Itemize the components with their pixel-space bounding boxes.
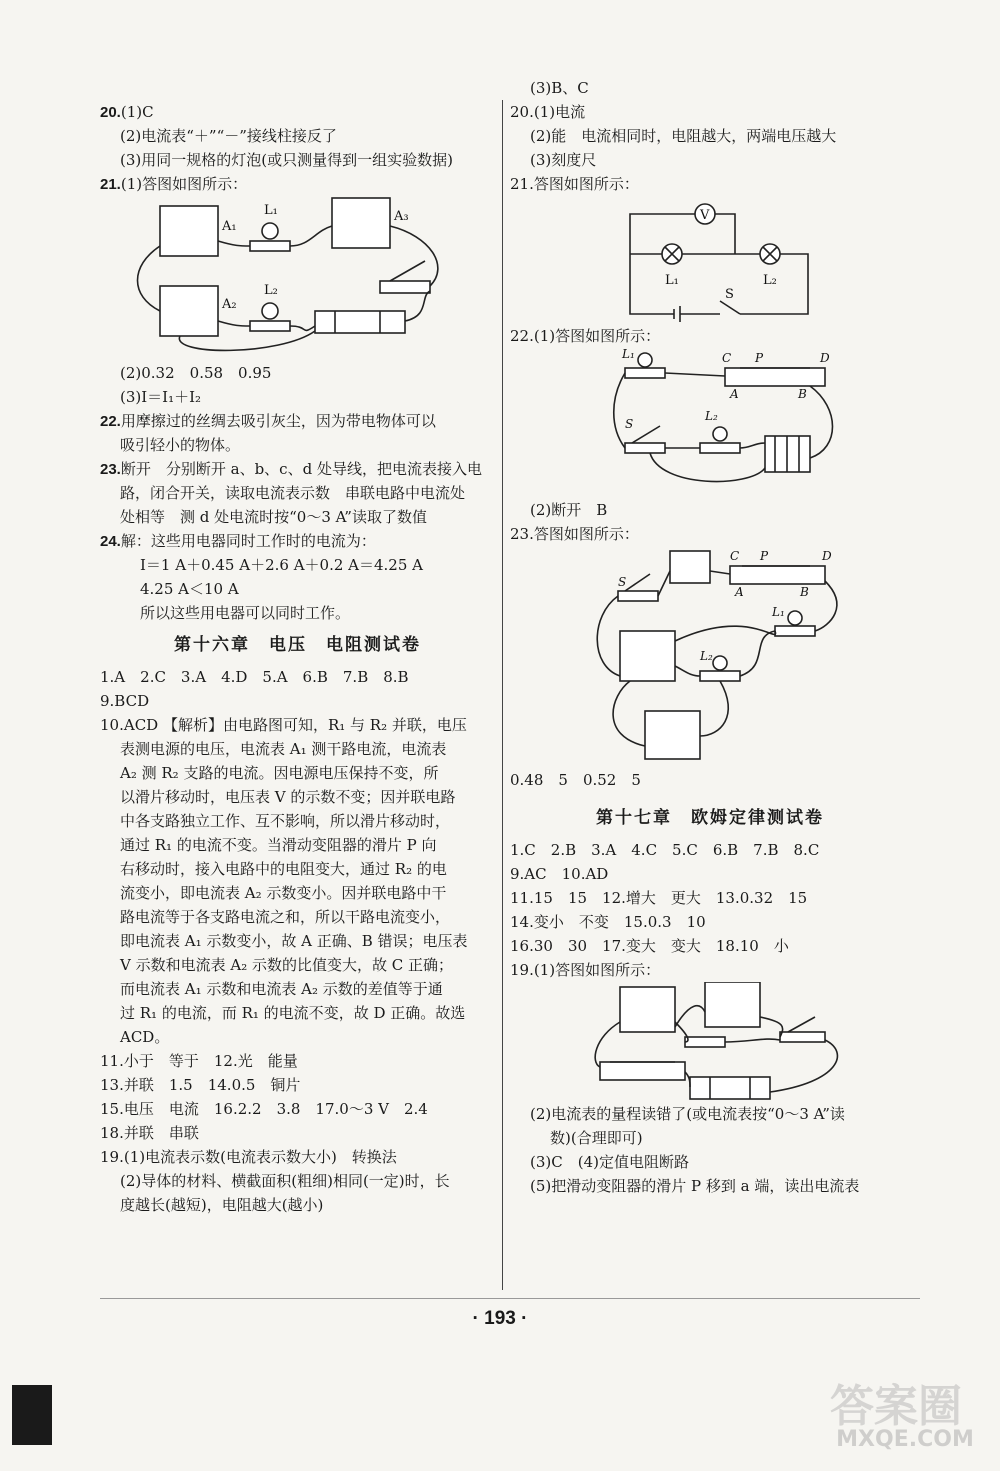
r-q20-line-a: 20.(1)电流: [510, 103, 586, 121]
q21-label-a3: A₃: [394, 209, 409, 224]
r-q22-label-d: D: [820, 351, 830, 365]
q10-line-9: 即电流表 A₁ 示数变小，故 A 正确、B 错误；电压表: [120, 932, 468, 950]
r-q22-circuit-svg: [510, 348, 910, 498]
r-q23-values: 0.48 5 0.52 5: [510, 771, 641, 789]
q10-line-7: 流变小，即电流表 A₂ 示数变小。因并联电路中干: [120, 884, 447, 902]
r-q22-circuit-figure: [510, 348, 910, 498]
r-q22-label-s: S: [625, 417, 634, 431]
r-q22-label-c: C: [722, 351, 732, 365]
q22-line-a: 22.用摩擦过的丝绸去吸引灰尘，因为带电物体可以: [100, 412, 436, 430]
column-divider: [502, 100, 503, 1290]
r-q23-circuit-svg: [510, 546, 910, 764]
q23-line-b: 路，闭合开关，读取电流表示数 串联电路中电流处: [120, 484, 466, 502]
q24-line-b: I＝1 A＋0.45 A＋2.6 A＋0.2 A＝4.25 A: [140, 556, 423, 574]
q10-line-11: 而电流表 A₁ 示数和电流表 A₂ 示数的差值等于通: [120, 980, 443, 998]
ch17-row4: 14.变小 不变 15.0.3 10: [510, 913, 706, 931]
ch17-row1: 1.C 2.B 3.A 4.C 5.C 6.B 7.B 8.C: [510, 841, 820, 859]
watermark-en: MXQE.COM: [836, 1427, 974, 1452]
q24-line-c: 4.25 A＜10 A: [140, 580, 239, 598]
ch17-row6: 19.(1)答图如图所示：: [510, 961, 661, 979]
r-q20-line-b: (2)能 电流相同时，电阻越大，两端电压越大: [530, 127, 837, 145]
r-q23-label-d: D: [822, 549, 832, 563]
q21-line-c: (3)I＝I₁＋I₂: [120, 388, 202, 406]
q21-circuit-figure: [100, 196, 495, 361]
chapter16-title: 第十六章 电压 电阻测试卷: [174, 635, 421, 655]
ch17-row8: 数)(合理即可): [550, 1129, 643, 1147]
r-q23-label-s: S: [618, 575, 627, 589]
r-q22-line-a: 22.(1)答图如图所示：: [510, 327, 661, 345]
q11-line: 11.小于 等于 12.光 能量: [100, 1052, 298, 1070]
q10-line-12: 过 R₁ 的电流，而 R₁ 的电流不变，故 D 正确。故选: [120, 1004, 466, 1022]
q24-line-d: 所以这些用电器可以同时工作。: [140, 604, 351, 622]
ammeter-a2: [160, 286, 218, 336]
r-top-line: (3)B、C: [530, 79, 589, 97]
r-q23-circuit-figure: [510, 546, 910, 764]
q10-line-5: 通过 R₁ 的电流不变。当滑动变阻器的滑片 P 向: [120, 836, 437, 854]
q10-line-13: ACD。: [120, 1028, 170, 1046]
q19-line-a: 19.(1)电流表示数(电流表示数大小) 转换法: [100, 1148, 397, 1166]
q20-line-c: (3)用同一规格的灯泡(或只测量得到一组实验数据): [120, 151, 453, 169]
r-q23-label-b: B: [800, 585, 809, 599]
ch17-row3: 11.15 15 12.增大 更大 13.0.32 15: [510, 889, 808, 907]
r-q23-line: 23.答图如图所示：: [510, 525, 639, 543]
ch16-answers-row2: 9.BCD: [100, 692, 150, 710]
q21-line-a: 21.(1)答图如图所示：: [100, 175, 248, 193]
q21-label-l2: L₂: [264, 283, 278, 298]
q10-line-3: 以滑片移动时，电压表 V 的示数不变；因并联电路: [120, 788, 456, 806]
q10-line-6: 右移动时，接入电路中的电阻变大，通过 R₂ 的电: [120, 860, 447, 878]
r-q21-line: 21.答图如图所示：: [510, 175, 639, 193]
r-q21-circuit-figure: [510, 196, 910, 324]
q21-label-a1: A₁: [222, 219, 237, 234]
q23-line-a: 23.断开 分别断开 a、b、c、d 处导线，把电流表接入电: [100, 460, 482, 478]
ch17-row5: 16.30 30 17.变大 变大 18.10 小: [510, 937, 789, 955]
q20-line-b: (2)电流表“＋”“－”接线柱接反了: [120, 127, 337, 145]
q22-line-b: 吸引轻小的物体。: [120, 436, 241, 454]
r-q22-label-a: A: [730, 387, 739, 401]
r-q22-label-l2: L₂: [705, 409, 718, 423]
q20-line-a: 20.(1)C: [100, 103, 154, 121]
ch16-answers-row1: 1.A 2.C 3.A 4.D 5.A 6.B 7.B 8.B: [100, 668, 409, 686]
ch17-row7: (2)电流表的量程读错了(或电流表按“0～3 A”读: [530, 1105, 845, 1123]
r-q21-label-l2: L₂: [763, 273, 777, 288]
ch17-row9: (3)C (4)定值电阻断路: [530, 1153, 689, 1171]
r-q23-label-l2: L₂: [700, 649, 713, 663]
q10-line-4: 中各支路独立工作、互不影响，所以滑片移动时，: [120, 812, 451, 830]
q18-line: 18.并联 串联: [100, 1124, 199, 1142]
chapter17-title: 第十七章 欧姆定律测试卷: [596, 808, 824, 828]
right-column: [510, 79, 910, 1198]
watermark-cn: 答案圈: [830, 1381, 962, 1432]
q19-line-c: 度越长(越短)，电阻越大(越小): [120, 1196, 324, 1214]
ammeter-a1: [160, 206, 218, 256]
ch17-row2: 9.AC 10.AD: [510, 865, 609, 883]
r-q21-label-v: V: [700, 208, 710, 223]
r-q21-label-s: S: [725, 287, 734, 302]
r-q22-label-p: P: [755, 351, 764, 365]
q24-line-a: 24.解：这些用电器同时工作时的电流为：: [100, 532, 376, 550]
r-q23-label-p: P: [760, 549, 769, 563]
q10-line-8: 路电流等于各支路电流之和，所以干路电流变小，: [120, 908, 451, 926]
r-q22-label-l1: L₁: [622, 348, 635, 361]
q13-line: 13.并联 1.5 14.0.5 铜片: [100, 1076, 301, 1094]
r-q22-label-b: B: [798, 387, 807, 401]
q21-line-b: (2)0.32 0.58 0.95: [120, 364, 272, 382]
left-column: [100, 100, 495, 1217]
r-q23-label-a: A: [735, 585, 744, 599]
r-q21-label-l1: L₁: [665, 273, 679, 288]
q10-line-10: V 示数和电流表 A₂ 示数的比值变大，故 C 正确；: [120, 956, 453, 974]
q21-label-a2: A₂: [222, 297, 237, 312]
q21-label-l1: L₁: [264, 203, 278, 218]
q10-line-0: 10.ACD 【解析】由电路图可知，R₁ 与 R₂ 并联，电压: [100, 716, 467, 734]
page-number: · 193 ·: [472, 1308, 528, 1329]
q10-line-2: A₂ 测 R₂ 支路的电流。因电源电压保持不变，所: [120, 764, 439, 782]
watermark-logo: [820, 1365, 990, 1465]
r-q20-line-c: (3)刻度尺: [530, 151, 597, 169]
footer-rule: [100, 1298, 920, 1299]
r-q21-circuit-svg: [510, 196, 910, 324]
ch17-q19-circuit-figure: [510, 982, 910, 1102]
r-q23-label-l1: L₁: [772, 605, 785, 619]
ammeter-a3: [332, 198, 390, 248]
q10-line-1: 表测电源的电压，电流表 A₁ 测干路电流，电流表: [120, 740, 447, 758]
q23-line-c: 处相等 测 d 处电流时按“0～3 A”读取了数值: [120, 508, 427, 526]
r-q22-line-b: (2)断开 B: [530, 501, 608, 519]
q19-line-b: (2)导体的材料、横截面积(粗细)相同(一定)时，长: [120, 1172, 450, 1190]
corner-mark: [12, 1385, 52, 1445]
ch17-q19-circuit-svg: [510, 982, 910, 1102]
r-q23-label-c: C: [730, 549, 740, 563]
q15-line: 15.电压 电流 16.2.2 3.8 17.0～3 V 2.4: [100, 1100, 428, 1118]
q21-circuit-svg: [100, 196, 495, 361]
ch17-row10: (5)把滑动变阻器的滑片 P 移到 a 端，读出电流表: [530, 1177, 860, 1195]
